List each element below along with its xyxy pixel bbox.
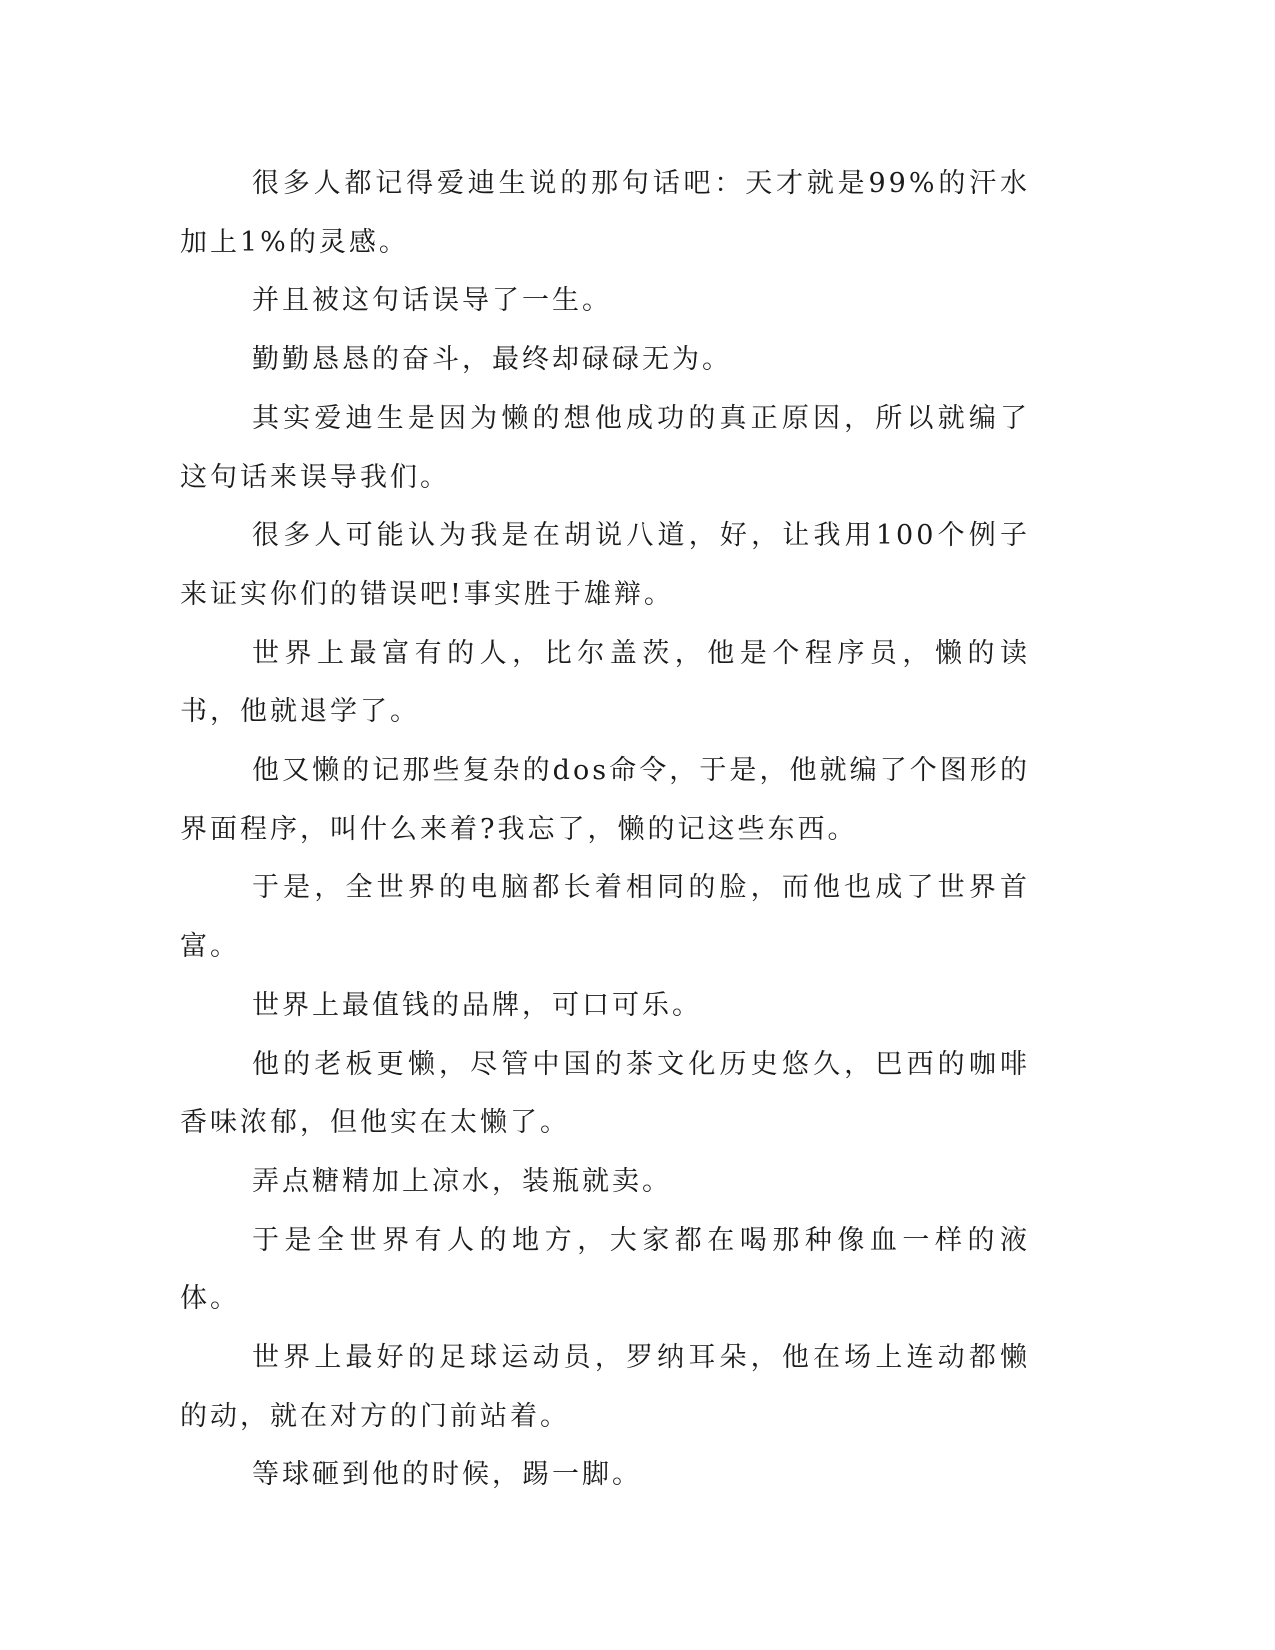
paragraph: 世界上最好的足球运动员，罗纳耳朵，他在场上连动都懒的动，就在对方的门前站着。 bbox=[180, 1342, 1030, 1432]
paragraph: 弄点糖精加上凉水，装瓶就卖。 bbox=[252, 1165, 672, 1197]
paragraph: 他的老板更懒，尽管中国的茶文化历史悠久，巴西的咖啡香味浓郁，但他实在太懒了。 bbox=[180, 1048, 1030, 1139]
paragraph: 他又懒的记那些复杂的dos命令，于是，他就编了个图形的界面程序，叫什么来着?我忘了，懒的记这些东西。 bbox=[180, 755, 1030, 845]
paragraph: 勤勤恳恳的奋斗，最终却碌碌无为。 bbox=[252, 344, 732, 376]
paragraph: 世界上最富有的人，比尔盖茨，他是个程序员，懒的读书，他就退学了。 bbox=[180, 637, 1030, 728]
paragraph: 并且被这句话误导了一生。 bbox=[252, 285, 612, 317]
paragraph: 世界上最值钱的品牌，可口可乐。 bbox=[252, 989, 702, 1021]
paragraph: 等球砸到他的时候，踢一脚。 bbox=[252, 1459, 642, 1491]
paragraph: 于是全世界有人的地方，大家都在喝那种像血一样的液体。 bbox=[180, 1224, 1030, 1315]
paragraph: 于是，全世界的电脑都长着相同的脸，而他也成了世界首富。 bbox=[180, 872, 1030, 963]
document-body bbox=[180, 155, 1030, 1505]
paragraph: 其实爱迪生是因为懒的想他成功的真正原因，所以就编了这句话来误导我们。 bbox=[180, 402, 1030, 493]
paragraph: 很多人可能认为我是在胡说八道，好，让我用100个例子来证实你们的错误吧!事实胜于雄辩。 bbox=[180, 520, 1030, 610]
paragraph: 很多人都记得爱迪生说的那句话吧：天才就是99%的汗水加上1%的灵感。 bbox=[180, 168, 1030, 258]
